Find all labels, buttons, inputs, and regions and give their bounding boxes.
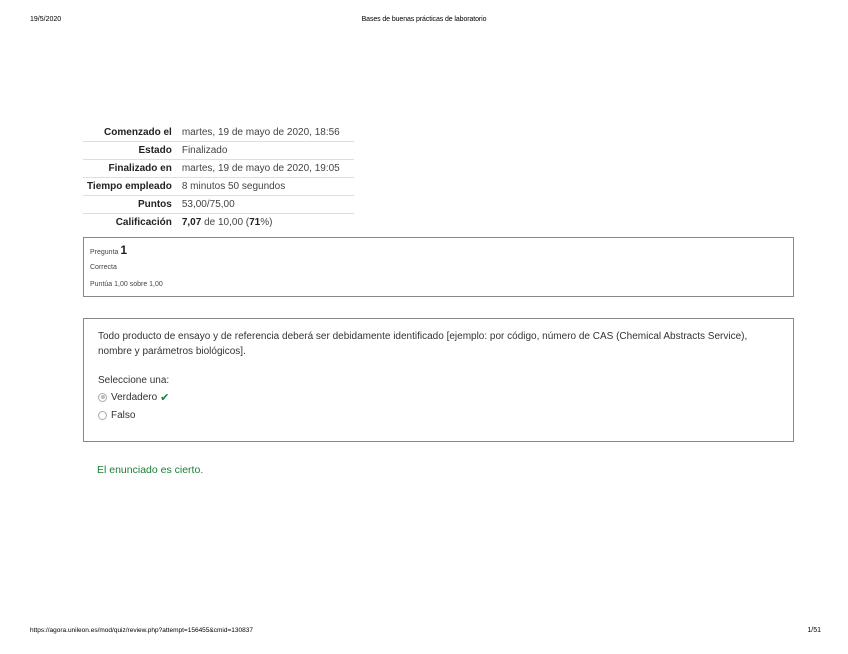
grade-percent: 71 — [249, 217, 261, 228]
summary-value: 53,00/75,00 — [181, 199, 235, 210]
radio-verdadero[interactable] — [98, 393, 107, 402]
summary-label: Calificación — [115, 217, 172, 228]
option-label: Verdadero — [111, 391, 158, 403]
question-info-box — [83, 237, 794, 297]
print-url: https://agora.unileon.es/mod/quiz/review.php?attempt=156455&cmid=130837 — [30, 627, 253, 634]
summary-label: Estado — [138, 145, 172, 156]
print-title: Bases de buenas prácticas de laboratorio — [361, 16, 487, 23]
radio-falso[interactable] — [98, 411, 107, 420]
question-number: 1 — [120, 243, 128, 257]
question-number-line — [90, 242, 787, 259]
print-page-number: 1/51 — [807, 627, 821, 634]
answer-prompt: Seleccione una: — [98, 375, 170, 386]
question-mark: Puntúa 1,00 sobre 1,00 — [90, 281, 163, 288]
check-icon: ✔ — [160, 391, 170, 404]
summary-row — [83, 196, 354, 214]
summary-label: Tiempo empleado — [87, 181, 172, 192]
summary-label: Finalizado en — [108, 163, 172, 174]
summary-row — [83, 160, 354, 178]
summary-value: martes, 19 de mayo de 2020, 18:56 — [181, 127, 340, 138]
question-content-box — [83, 318, 794, 442]
summary-value: Finalizado — [181, 145, 228, 156]
grade-value — [178, 214, 354, 232]
grade-number: 7,07 — [181, 217, 202, 228]
summary-label: Puntos — [137, 199, 172, 210]
question-label: Pregunta — [90, 249, 119, 256]
summary-row — [83, 142, 354, 160]
summary-row — [83, 124, 354, 142]
option-label: Falso — [111, 409, 136, 421]
summary-value: 8 minutos 50 segundos — [181, 181, 286, 192]
print-date: 19/5/2020 — [30, 16, 62, 23]
question-state: Correcta — [90, 264, 117, 271]
option-falso[interactable] — [98, 408, 779, 422]
summary-value: martes, 19 de mayo de 2020, 19:05 — [181, 163, 340, 174]
grade-close: %) — [260, 217, 273, 228]
attempt-summary-table — [83, 124, 354, 231]
grade-of: de 10,00 ( — [201, 217, 250, 228]
summary-row — [83, 214, 354, 232]
general-feedback: El enunciado es cierto. — [97, 464, 204, 476]
summary-row — [83, 178, 354, 196]
option-verdadero[interactable] — [98, 390, 779, 404]
question-text: Todo producto de ensayo y de referencia deberá ser debidamente identificado [ejemplo: por código, número de CAS (Chemical Abstracts Service), nombre y parámetros biológicos]. — [98, 331, 748, 357]
summary-label: Comenzado el — [104, 127, 172, 138]
